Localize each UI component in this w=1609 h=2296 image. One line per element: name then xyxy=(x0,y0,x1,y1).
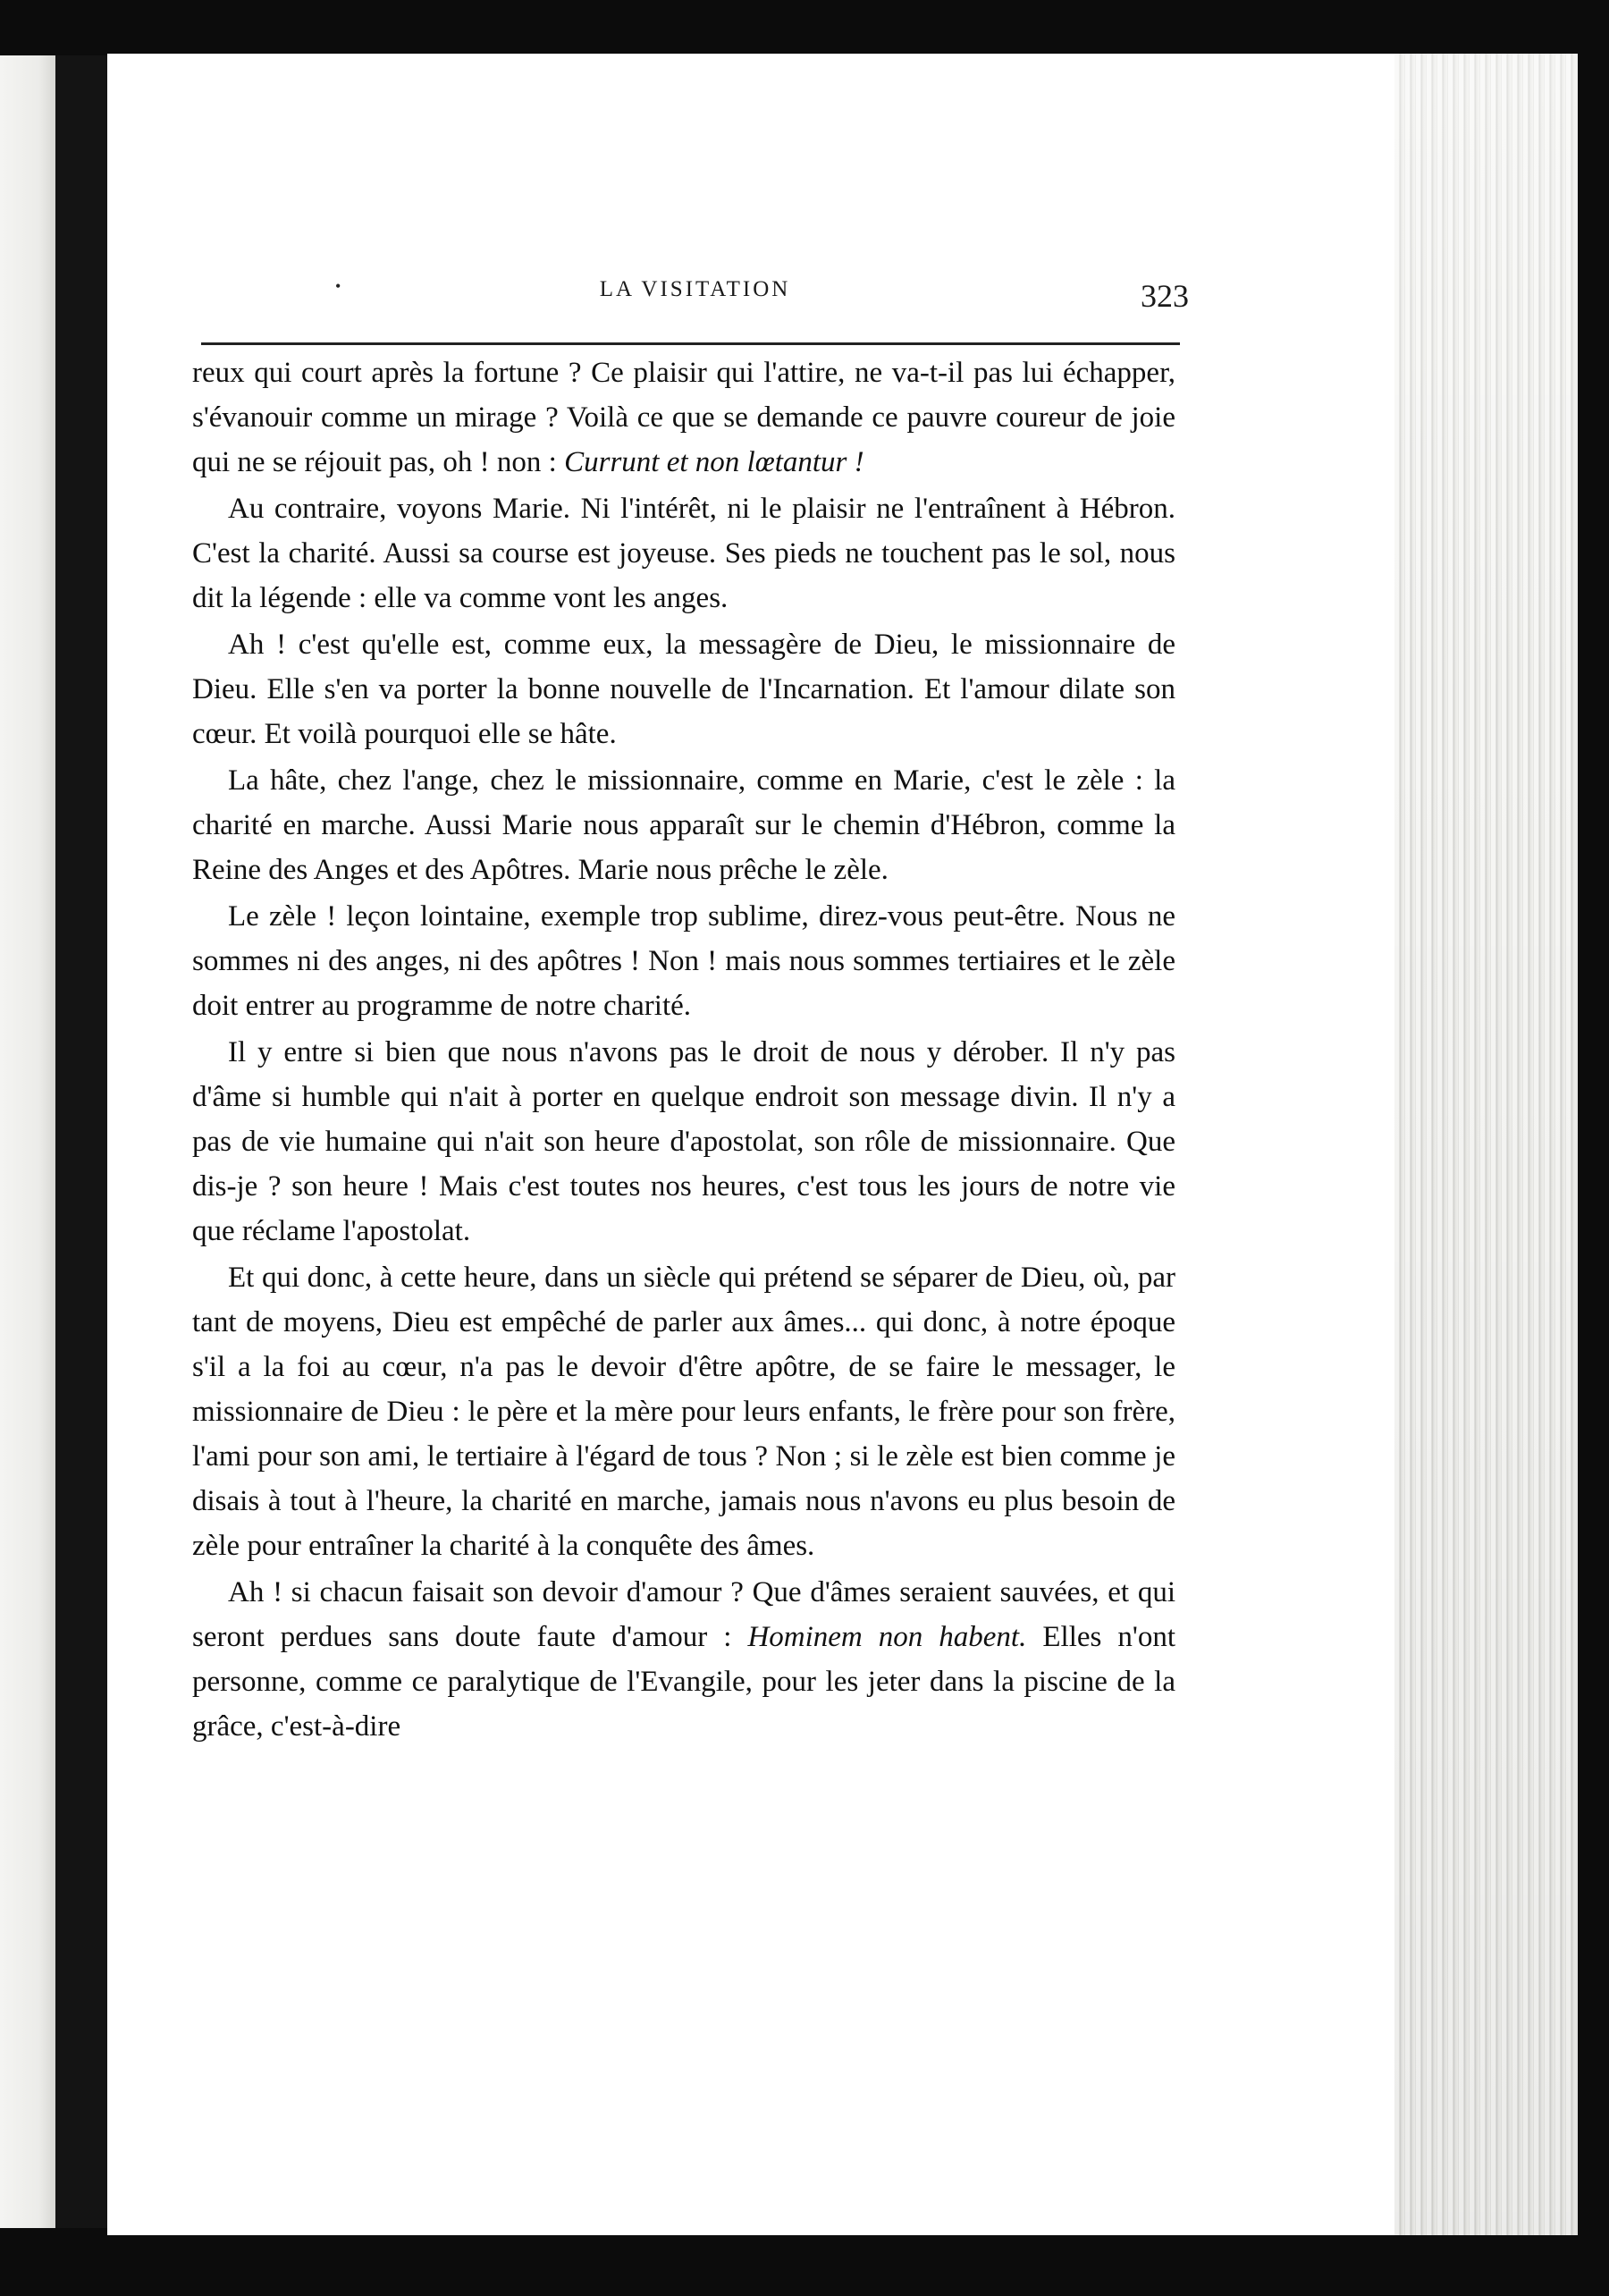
paragraph-1 xyxy=(192,350,1175,485)
paragraph-text: Ah ! si chacun faisait son devoir d'amour ? Que d'âmes seraient sauvées, et qui seront perdues sans doute faute d'amour : xyxy=(192,1576,1175,1653)
paragraph-8 xyxy=(192,1570,1175,1749)
paragraph-7 xyxy=(192,1255,1175,1568)
paragraph-2 xyxy=(192,486,1175,620)
paragraph-text: La hâte, chez l'ange, chez le missionnaire, comme en Marie, c'est le zèle : la charité en marche. Aussi Marie nous apparaît sur le chemin d'Hébron, comme la Reine des Anges et des Apôtres. Marie nous prêche le zèle. xyxy=(192,764,1175,886)
header-rule xyxy=(201,342,1180,345)
paragraph-5 xyxy=(192,894,1175,1028)
latin-quote: Currunt et non lœtantur ! xyxy=(564,446,864,478)
paragraph-4 xyxy=(192,758,1175,892)
header-mark: • xyxy=(335,277,341,295)
paragraph-text: Il y entre si bien que nous n'avons pas le droit de nous y dérober. Il n'y pas d'âme si humble qui n'ait à porter en quelque endroit son message divin. Il n'y a pas de vie humaine qui n'ait son heure d'apostolat, son rôle de missionnaire. Que dis-je ? son heure ! Mais c'est toutes nos heures, c'est tous les jours de notre vie que réclame l'apostolat. xyxy=(192,1036,1175,1247)
paragraph-text-continued: Elles n'ont personne, comme ce paralytique de l'Evangile, pour les jeter dans la piscine de la grâce, c'est-à-dire xyxy=(192,1621,1176,1743)
paragraph-text: Le zèle ! leçon lointaine, exemple trop sublime, direz-vous peut-être. Nous ne sommes ni des anges, ni des apôtres ! Non ! mais nous sommes tertiaires et le zèle doit entrer au programme de notre charité. xyxy=(192,900,1175,1022)
page-header xyxy=(201,272,1189,325)
book-gutter xyxy=(55,55,107,2228)
page-stack-shade xyxy=(1394,54,1578,2235)
paragraph-text: Et qui donc, à cette heure, dans un siècle qui prétend se séparer de Dieu, où, par tant de moyens, Dieu est empêché de parler aux âmes... qui donc, à notre époque s'il a la foi au cœur, n'a pas le devoir d'être apôtre, de se faire le messager, le missionnaire de Dieu : le père et la mère pour leurs enfants, le frère pour son frère, l'ami pour son ami, le tertiaire à l'égard de tous ? Non ; si le zèle est bien comme je disais à tout à l'heure, la charité en marche, jamais nous n'avons eu plus besoin de zèle pour entraîner la charité à la conquête des âmes. xyxy=(192,1262,1175,1562)
paragraph-text: Ah ! c'est qu'elle est, comme eux, la messagère de Dieu, le missionnaire de Dieu. Elle s'en va porter la bonne nouvelle de l'Incarnation. Et l'amour dilate son cœur. Et voilà pourquoi elle se hâte. xyxy=(192,629,1175,750)
page-number: 323 xyxy=(1141,278,1189,314)
scan-bottom-border xyxy=(0,2235,1609,2296)
previous-page-edge xyxy=(0,55,55,2228)
latin-quote: Hominem non habent. xyxy=(747,1621,1027,1653)
body-text xyxy=(192,350,1175,1751)
running-title: LA VISITATION xyxy=(599,277,791,301)
paragraph-6 xyxy=(192,1030,1175,1254)
paragraph-text: reux qui court après la fortune ? Ce plaisir qui l'attire, ne va-t-il pas lui échapper, s'évanouir comme un mirage ? Voilà ce que se demande ce pauvre coureur de joie qui ne se réjouit pas, oh ! non : xyxy=(192,357,1175,478)
paragraph-text: Au contraire, voyons Marie. Ni l'intérêt, ni le plaisir ne l'entraînent à Hébron. C'est la charité. Aussi sa course est joyeuse. Ses pieds ne touchent pas le sol, nous dit la légende : elle va comme vont les anges. xyxy=(192,493,1175,614)
paragraph-3 xyxy=(192,622,1175,756)
